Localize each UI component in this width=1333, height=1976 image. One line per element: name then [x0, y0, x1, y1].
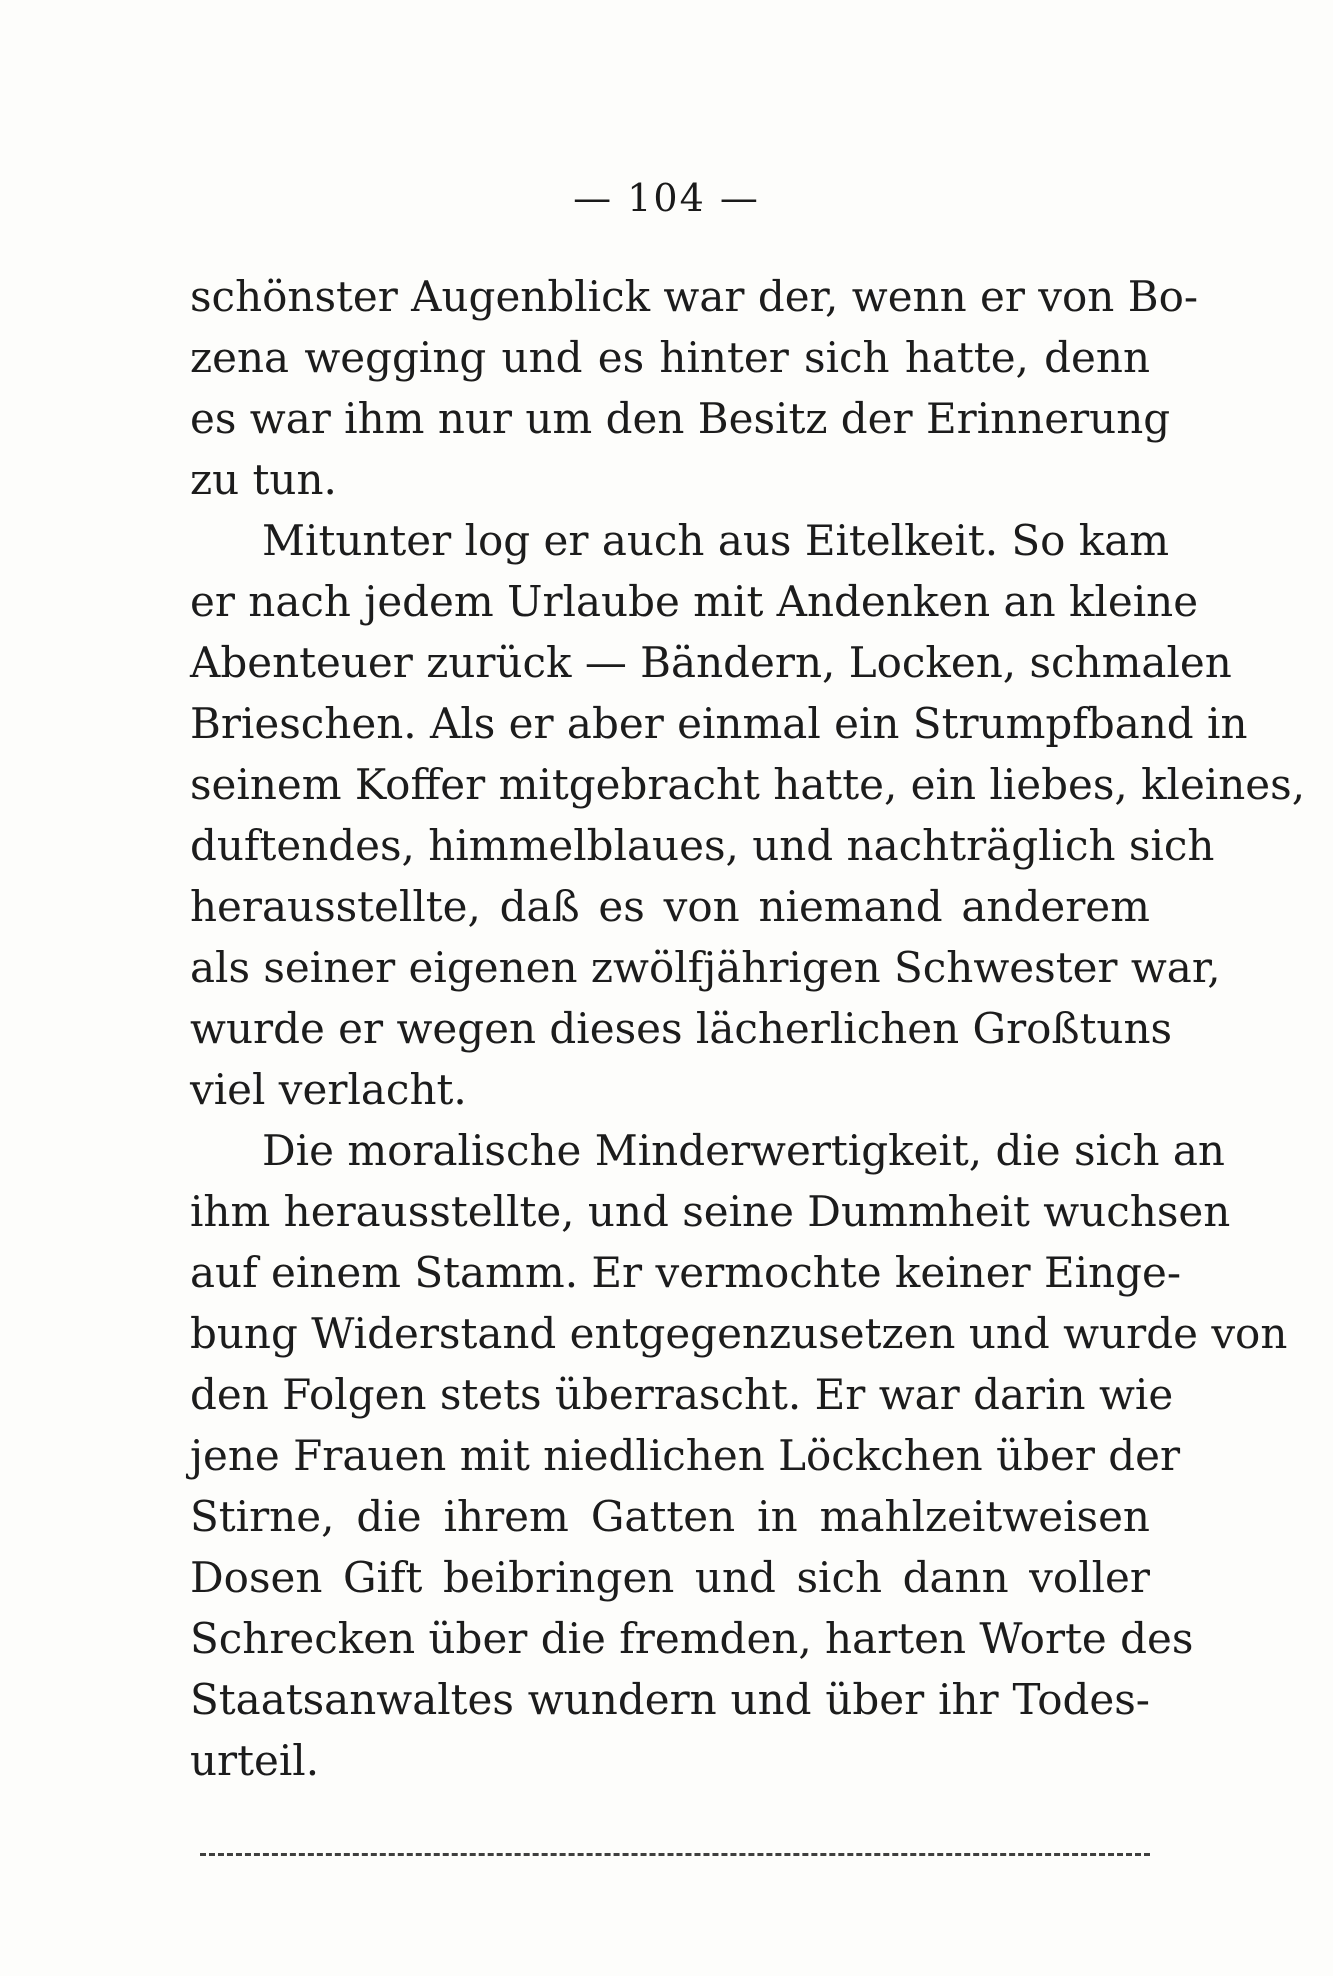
text-line: auf einem Stamm. Er vermochte keiner Einge-	[190, 1248, 1182, 1297]
body-text	[190, 266, 1306, 1791]
text-line: Staatsanwaltes wundern und über ihr Todes-	[190, 1675, 1150, 1724]
text-line: ihm herausstellte, und seine Dummheit wuchsen	[190, 1187, 1231, 1236]
text-line: seinem Koffer mitgebracht hatte, ein liebes, kleines,	[190, 760, 1306, 809]
text-line: urteil.	[190, 1736, 320, 1785]
text-line: herausstellte, daß es von niemand anderem	[190, 882, 1150, 931]
text-line: als seiner eigenen zwölfjährigen Schwester war,	[190, 943, 1221, 992]
text-line: duftendes, himmelblaues, und nachträglich sich	[190, 821, 1215, 870]
text-line: Stirne, die ihrem Gatten in mahlzeitweisen	[190, 1492, 1150, 1541]
page-number: — 104 —	[573, 176, 760, 220]
text-line: jene Frauen mit niedlichen Löckchen über der	[190, 1431, 1181, 1480]
text-line: Dosen Gift beibringen und sich dann voller	[190, 1553, 1150, 1602]
section-divider	[200, 1853, 1150, 1856]
text-line: Brieschen. Als er aber einmal ein Strumpfband in	[190, 699, 1248, 748]
text-line: es war ihm nur um den Besitz der Erinnerung	[190, 394, 1171, 443]
text-line: zu tun.	[190, 455, 337, 504]
text-line: schönster Augenblick war der, wenn er von Bo-	[190, 272, 1199, 321]
text-line: zena wegging und es hinter sich hatte, denn	[190, 333, 1150, 382]
text-line: wurde er wegen dieses lächerlichen Großtuns	[190, 1004, 1173, 1053]
text-line: Die moralische Minderwertigkeit, die sich an	[262, 1126, 1225, 1175]
text-line: bung Widerstand entgegenzusetzen und wurde von	[190, 1309, 1288, 1358]
text-line: Mitunter log er auch aus Eitelkeit. So kam	[262, 516, 1170, 565]
text-line: den Folgen stets überrascht. Er war darin wie	[190, 1370, 1174, 1419]
text-line: Abenteuer zurück — Bändern, Locken, schmalen	[190, 638, 1232, 687]
text-line: er nach jedem Urlaube mit Andenken an kleine	[190, 577, 1199, 626]
text-line: viel verlacht.	[190, 1065, 467, 1114]
text-line: Schrecken über die fremden, harten Worte des	[190, 1614, 1194, 1663]
